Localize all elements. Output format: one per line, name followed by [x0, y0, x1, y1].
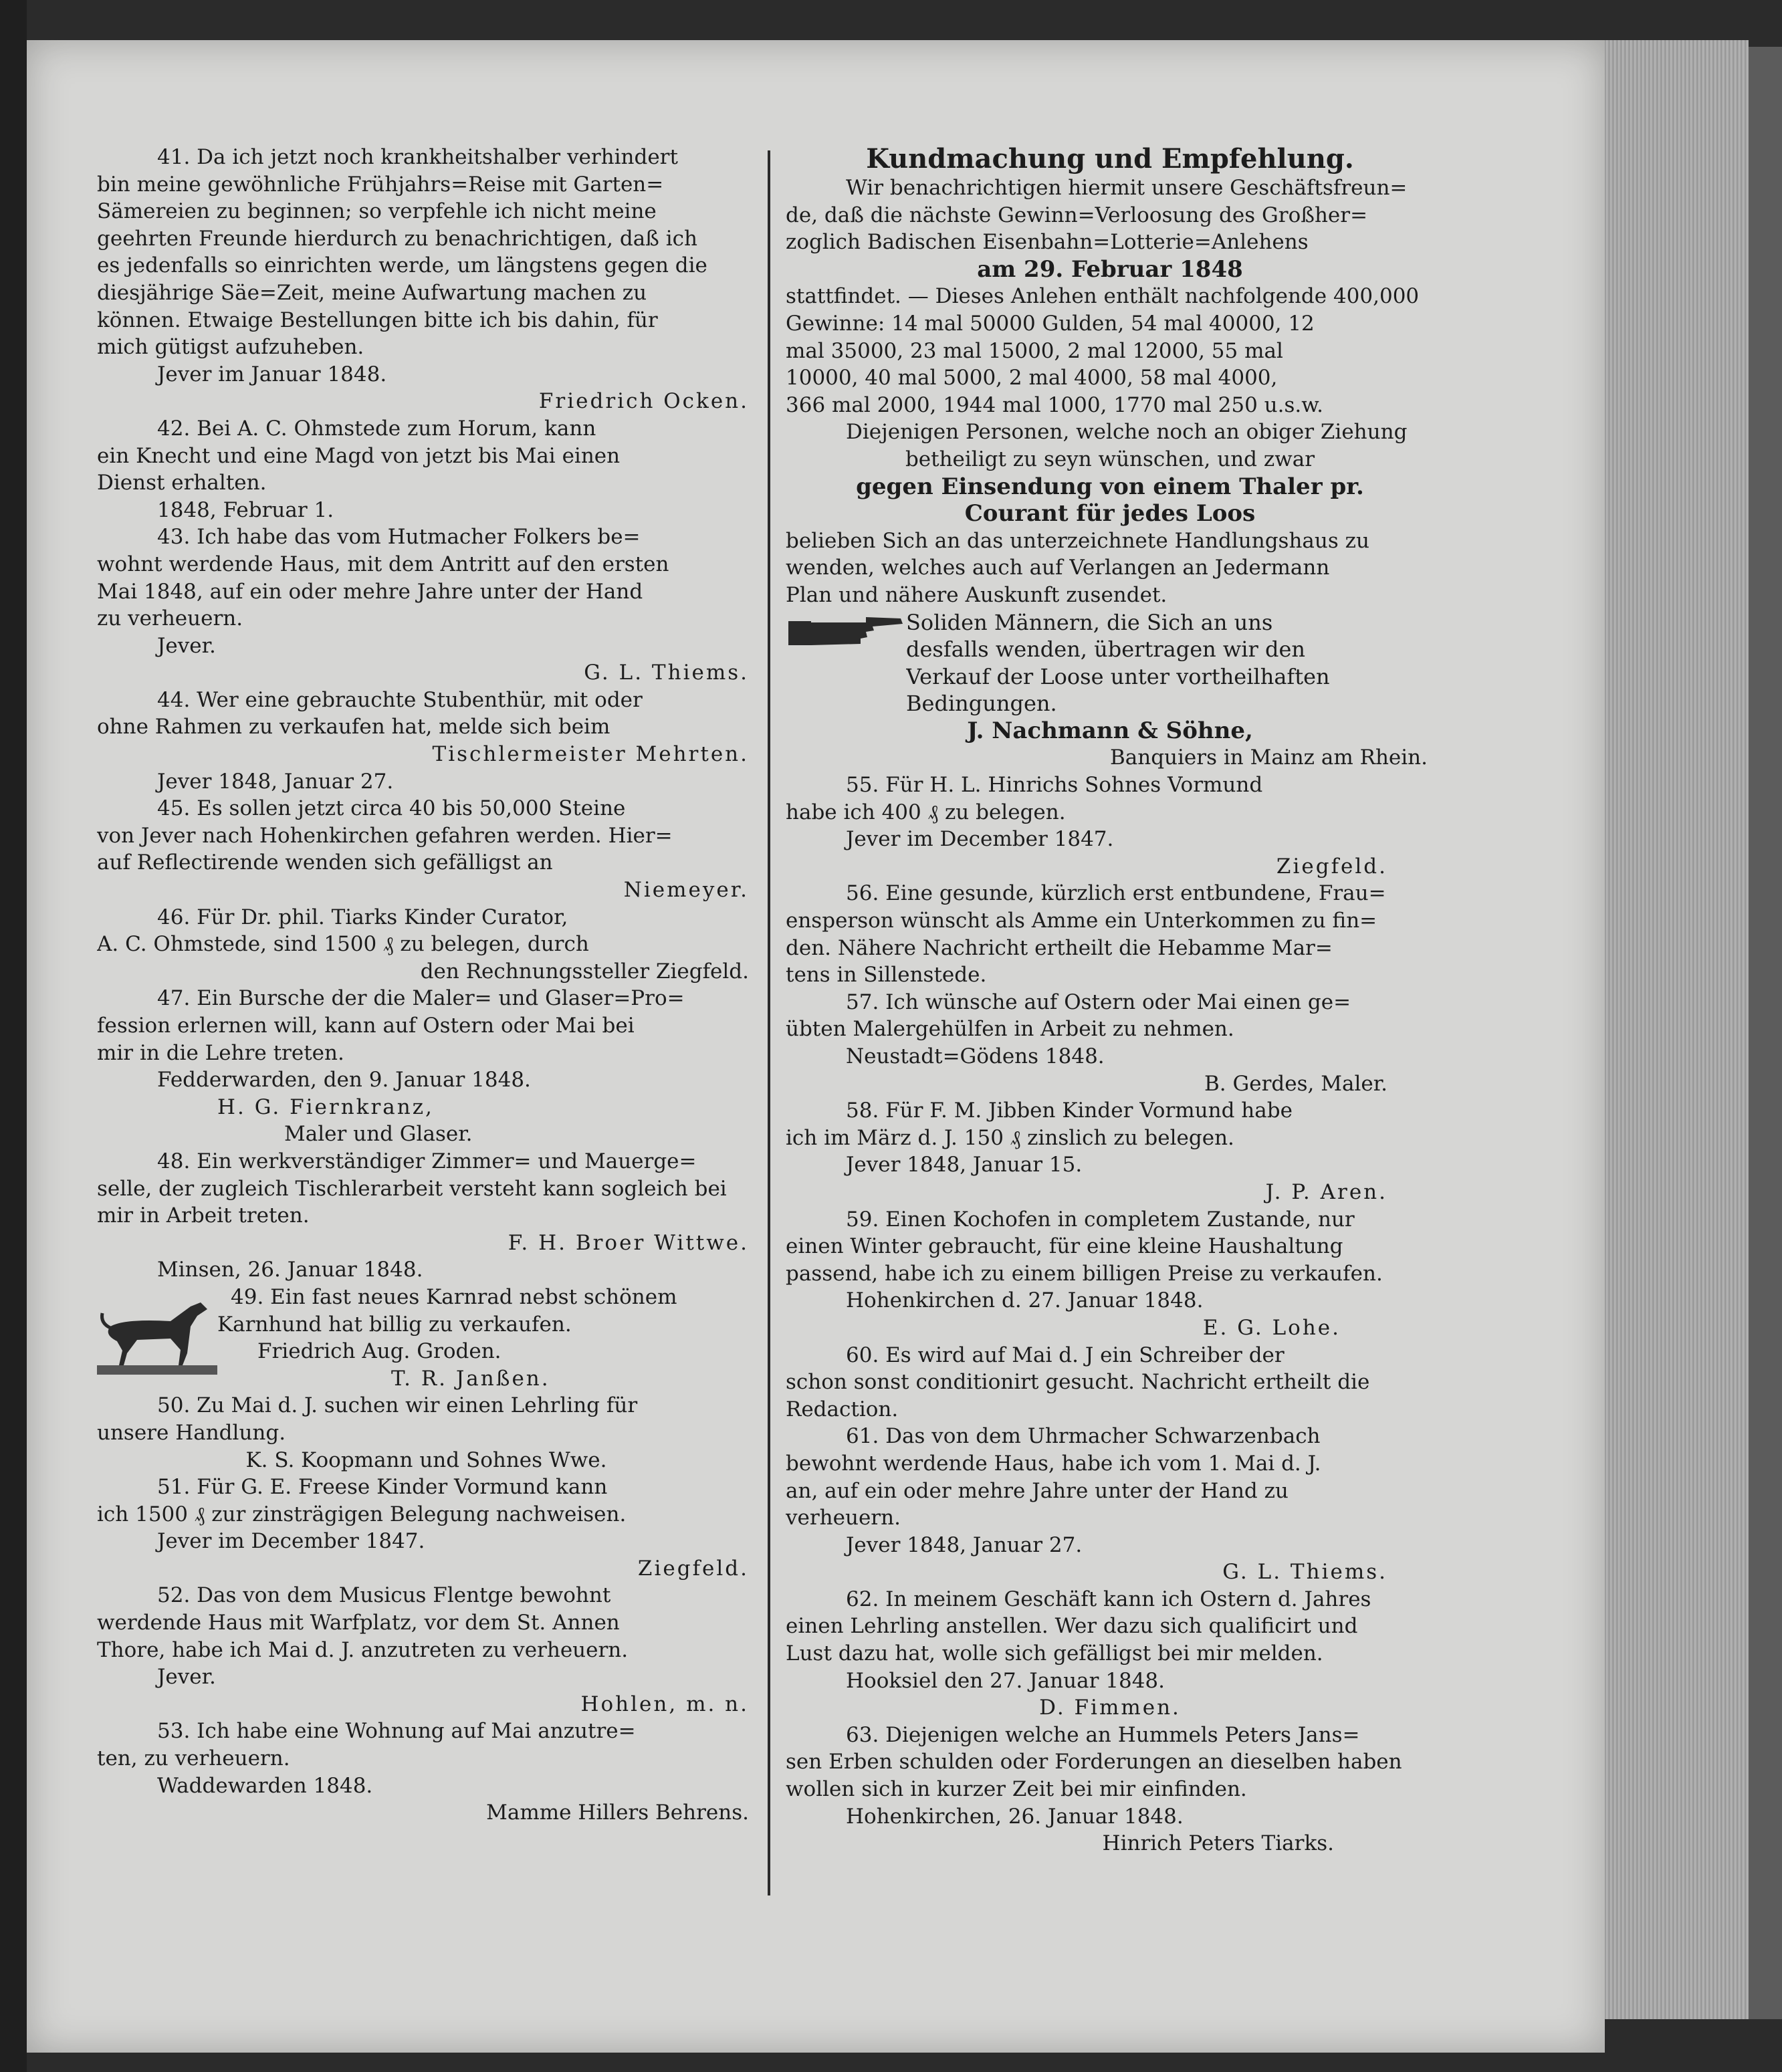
text-line: mal 35000, 23 mal 15000, 2 mal 12000, 55 mal: [786, 338, 1283, 363]
text-line: 62. In meinem Geschäft kann ich Ostern d. Jahres: [846, 1587, 1371, 1611]
text-line: Hooksiel den 27. Januar 1848.: [846, 1668, 1165, 1693]
text-line: Dienst erhalten.: [97, 471, 267, 495]
notice-56: [786, 880, 1434, 988]
notice-51: [97, 1474, 756, 1582]
text-line: fession erlernen will, kann auf Ostern oder Mai bei: [97, 1014, 635, 1038]
notice-62: [786, 1586, 1434, 1722]
text-line: 1848, Februar 1.: [157, 497, 334, 522]
text-line: Jever im December 1847.: [157, 1529, 425, 1554]
text-line: 59. Einen Kochofen in completem Zustande, nur: [846, 1207, 1355, 1232]
firm-name: J. Nachmann & Söhne,: [967, 717, 1253, 744]
notice-58: [786, 1097, 1434, 1205]
text-line: an, auf ein oder mehre Jahre unter der Hand zu: [786, 1478, 1289, 1503]
text-line: Jever.: [157, 1665, 216, 1690]
text-line: verheuern.: [786, 1506, 901, 1530]
signature: Niemeyer.: [623, 878, 749, 903]
text-line: 41. Da ich jetzt noch krankheitshalber verhindert: [157, 145, 678, 169]
text-line: es jedenfalls so einrichten werde, um längstens gegen die: [97, 253, 707, 278]
dog-icon: [97, 1286, 217, 1380]
draw-date: am 29. Februar 1848: [977, 255, 1243, 283]
text-line: einen Winter gebraucht, für eine kleine Haushaltung: [786, 1234, 1343, 1259]
bold-line: Courant für jedes Loos: [964, 500, 1256, 528]
text-line: Redaction.: [786, 1397, 899, 1421]
text-line: ensperson wünscht als Amme ein Unterkommen zu fin=: [786, 909, 1377, 933]
text-line: bin meine gewöhnliche Frühjahrs=Reise mit Garten=: [97, 172, 664, 197]
pointing-hand-notice: [786, 609, 1434, 717]
text-line: 48. Ein werkverständiger Zimmer= und Mauerge=: [157, 1149, 697, 1173]
text-line: Jever.: [157, 633, 216, 658]
text-line: 57. Ich wünsche auf Ostern oder Mai einen ge=: [846, 990, 1351, 1014]
notice-46: [97, 904, 756, 986]
text-line: Fedderwarden, den 9. Januar 1848.: [157, 1068, 531, 1092]
text-line: wollen sich in kurzer Zeit bei mir einfinden.: [786, 1777, 1247, 1802]
text-line: Soliden Männern, die Sich an uns: [906, 609, 1273, 635]
notice-49: [97, 1284, 756, 1392]
text-line: Jever 1848, Januar 27.: [157, 769, 394, 794]
signature: E. G. Lohe.: [1202, 1315, 1341, 1340]
text-line: zoglich Badischen Eisenbahn=Lotterie=Anlehens: [786, 230, 1309, 255]
text-line: Jever im Januar 1848.: [157, 362, 387, 386]
text-line: passend, habe ich zu einem billigen Preise zu verkaufen.: [786, 1261, 1383, 1286]
text-line: Plan und nähere Auskunft zusendet.: [786, 582, 1167, 607]
text-line: 51. Für G. E. Freese Kinder Vormund kann: [157, 1475, 608, 1500]
text-line: Verkauf der Loose unter vortheilhaften: [906, 663, 1330, 689]
text-line: Jever 1848, Januar 15.: [846, 1153, 1083, 1177]
notice-44: [97, 687, 756, 795]
text-line: 49. Ein fast neues Karnrad nebst schönem: [231, 1284, 677, 1309]
text-line: ein Knecht und eine Magd von jetzt bis Mai einen: [97, 443, 621, 468]
text-line: Neustadt=Gödens 1848.: [846, 1044, 1105, 1068]
text-line: stattfindet. — Dieses Anlehen enthält nachfolgende 400,000: [786, 284, 1420, 309]
notice-61: [786, 1423, 1434, 1586]
text-line: Wir benachrichtigen hiermit unsere Geschäftsfreun=: [846, 176, 1408, 200]
firm-subtitle: Banquiers in Mainz am Rhein.: [1109, 745, 1428, 770]
signature: K. S. Koopmann und Sohnes Wwe.: [245, 1448, 607, 1472]
signature: Hinrich Peters Tiarks.: [1102, 1831, 1334, 1856]
text-line: unsere Handlung.: [97, 1420, 286, 1445]
text-line: 61. Das von dem Uhrmacher Schwarzenbach: [846, 1424, 1321, 1449]
signature: B. Gerdes, Maler.: [1204, 1071, 1387, 1096]
signature: T. R. Janßen.: [391, 1366, 550, 1391]
text-line: Thore, habe ich Mai d. J. anzutreten zu verheuern.: [97, 1637, 629, 1662]
text-line: 46. Für Dr. phil. Tiarks Kinder Curator,: [157, 905, 568, 929]
notice-60: [786, 1342, 1434, 1423]
text-line: von Jever nach Hohenkirchen gefahren werden. Hier=: [97, 823, 673, 848]
signature: Ziegfeld.: [637, 1556, 749, 1581]
book-cover-edge: [1749, 47, 1782, 2019]
text-line: Maler und Glaser.: [284, 1122, 473, 1147]
text-line: auf Reflectirende wenden sich gefälligst an: [97, 850, 553, 875]
notice-53: [97, 1718, 756, 1826]
signature: Friedrich Ocken.: [538, 389, 749, 414]
notice-57: [786, 989, 1434, 1097]
notice-55: [786, 772, 1434, 880]
text-line: sen Erben schulden oder Forderungen an dieselben haben: [786, 1750, 1402, 1774]
text-line: diesjährige Säe=Zeit, meine Aufwartung machen zu: [97, 280, 647, 305]
text-line: Sämereien zu beginnen; so verpfehle ich nicht meine: [97, 199, 657, 224]
text-line: 44. Wer eine gebrauchte Stubenthür, mit oder: [157, 687, 643, 712]
notice-45: [97, 795, 756, 903]
notice-50: [97, 1392, 756, 1474]
signature: den Rechnungssteller Ziegfeld.: [420, 959, 749, 984]
text-line: ten, zu verheuern.: [97, 1746, 290, 1771]
text-line: geehrten Freunde hierdurch zu benachrichtigen, daß ich: [97, 226, 697, 251]
text-line: 52. Das von dem Musicus Flentge bewohnt: [157, 1583, 611, 1608]
signature: Mamme Hillers Behrens.: [486, 1801, 749, 1825]
text-line: zu verheuern.: [97, 606, 243, 631]
book-gutter: [0, 0, 27, 2072]
text-line: bewohnt werdende Haus, habe ich vom 1. Mai d. J.: [786, 1451, 1321, 1476]
text-line: 47. Ein Bursche der die Maler= und Glaser=Pro=: [157, 986, 685, 1011]
notice-59: [786, 1206, 1434, 1342]
column-divider: [768, 150, 770, 1895]
signature: Tischlermeister Mehrten.: [432, 742, 749, 767]
text-line: 50. Zu Mai d. J. suchen wir einen Lehrling für: [157, 1393, 638, 1418]
text-line: Karnhund hat billig zu verkaufen.: [217, 1312, 572, 1337]
text-line: ich 1500 ₰ zur zinsträgigen Belegung nachweisen.: [97, 1502, 627, 1526]
text-line: Waddewarden 1848.: [157, 1773, 373, 1798]
text-line: schon sonst conditionirt gesucht. Nachricht ertheilt die: [786, 1370, 1370, 1395]
signature: F. H. Broer Wittwe.: [508, 1230, 749, 1255]
text-line: 43. Ich habe das vom Hutmacher Folkers be=: [157, 525, 641, 550]
text-line: 63. Diejenigen welche an Hummels Peters Jans=: [846, 1722, 1360, 1747]
notice-63: [786, 1722, 1434, 1857]
text-line: Bedingungen.: [906, 691, 1057, 717]
book-fore-edge: [1605, 40, 1749, 2019]
text-line: ich im März d. J. 150 ₰ zinslich zu belegen.: [786, 1125, 1234, 1150]
text-line: 10000, 40 mal 5000, 2 mal 4000, 58 mal 4000,: [786, 366, 1278, 390]
text-line: ohne Rahmen zu verkaufen hat, melde sich beim: [97, 715, 610, 739]
notice-42: [97, 415, 756, 524]
text-line: 58. Für F. M. Jibben Kinder Vormund habe: [846, 1099, 1293, 1123]
text-line: tens in Sillenstede.: [786, 963, 987, 988]
text-line: 60. Es wird auf Mai d. J ein Schreiber der: [846, 1343, 1285, 1367]
text-line: mich gütigst aufzuheben.: [97, 335, 364, 360]
pointing-hand-icon: [786, 612, 906, 652]
text-line: den. Nähere Nachricht ertheilt die Hebamme Mar=: [786, 935, 1333, 960]
announcement-heading: Kundmachung und Empfehlung.: [866, 144, 1354, 175]
signature: H. G. Fiernkranz,: [217, 1095, 434, 1119]
text-line: Mai 1848, auf ein oder mehre Jahre unter der Hand: [97, 579, 643, 604]
signature: D. Fimmen.: [1039, 1696, 1181, 1720]
notice-48: [97, 1148, 756, 1284]
signature: Friedrich Aug. Groden.: [257, 1339, 502, 1364]
text-line: A. C. Ohmstede, sind 1500 ₰ zu belegen, durch: [97, 932, 589, 957]
text-line: belieben Sich an das unterzeichnete Handlungshaus zu: [786, 528, 1369, 553]
signature: G. L. Thiems.: [1222, 1560, 1387, 1585]
notice-47: [97, 985, 756, 1148]
text-line: desfalls wenden, übertragen wir den: [906, 637, 1306, 663]
text-line: Gewinne: 14 mal 50000 Gulden, 54 mal 40000, 12: [786, 311, 1315, 336]
text-line: 366 mal 2000, 1944 mal 1000, 1770 mal 250 u.s.w.: [786, 392, 1323, 417]
text-line: 53. Ich habe eine Wohnung auf Mai anzutre=: [157, 1719, 636, 1744]
notice-43: [97, 524, 756, 687]
signature: Hohlen, m. n.: [580, 1692, 749, 1716]
text-line: Minsen, 26. Januar 1848.: [157, 1258, 423, 1282]
text-line: Diejenigen Personen, welche noch an obiger Ziehung: [846, 420, 1408, 445]
bold-line: gegen Einsendung von einem Thaler pr.: [856, 473, 1364, 500]
text-line: wohnt werdende Haus, mit dem Antritt auf den ersten: [97, 552, 669, 576]
text-line: können. Etwaige Bestellungen bitte ich bis dahin, für: [97, 308, 658, 332]
text-line: mir in Arbeit treten.: [97, 1203, 310, 1228]
text-line: Lust dazu hat, wolle sich gefälligst bei mir melden.: [786, 1641, 1323, 1666]
signature: Ziegfeld.: [1276, 854, 1387, 879]
text-line: Jever 1848, Januar 27.: [846, 1532, 1083, 1557]
text-line: übten Malergehülfen in Arbeit zu nehmen.: [786, 1017, 1234, 1042]
text-line: Hohenkirchen, 26. Januar 1848.: [846, 1804, 1184, 1829]
text-line: 42. Bei A. C. Ohmstede zum Horum, kann: [157, 416, 596, 441]
signature: J. P. Aren.: [1265, 1179, 1387, 1204]
signature: G. L. Thiems.: [584, 661, 749, 685]
right-column: [786, 144, 1434, 1857]
text-line: 55. Für H. L. Hinrichs Sohnes Vormund: [846, 773, 1263, 798]
text-line: mir in die Lehre treten.: [97, 1040, 344, 1065]
text-line: de, daß die nächste Gewinn=Verloosung des Großher=: [786, 203, 1368, 227]
text-line: 45. Es sollen jetzt circa 40 bis 50,000 Steine: [157, 796, 626, 821]
text-line: Jever im December 1847.: [846, 827, 1114, 852]
text-line: einen Lehrling anstellen. Wer dazu sich qualificirt und: [786, 1614, 1358, 1639]
text-line: wenden, welches auch auf Verlangen an Jedermann: [786, 556, 1330, 580]
left-column: [97, 144, 756, 1827]
text-line: betheiligt zu seyn wünschen, und zwar: [905, 447, 1315, 471]
text-line: Hohenkirchen d. 27. Januar 1848.: [846, 1288, 1204, 1313]
text-line: habe ich 400 ₰ zu belegen.: [786, 800, 1066, 824]
notice-52: [97, 1582, 756, 1718]
text-line: werdende Haus mit Warfplatz, vor dem St. Annen: [97, 1611, 620, 1635]
notice-41: [97, 144, 756, 415]
text-line: 56. Eine gesunde, kürzlich erst entbundene, Frau=: [846, 881, 1386, 906]
text-line: selle, der zugleich Tischlerarbeit versteht kann sogleich bei: [97, 1176, 727, 1201]
